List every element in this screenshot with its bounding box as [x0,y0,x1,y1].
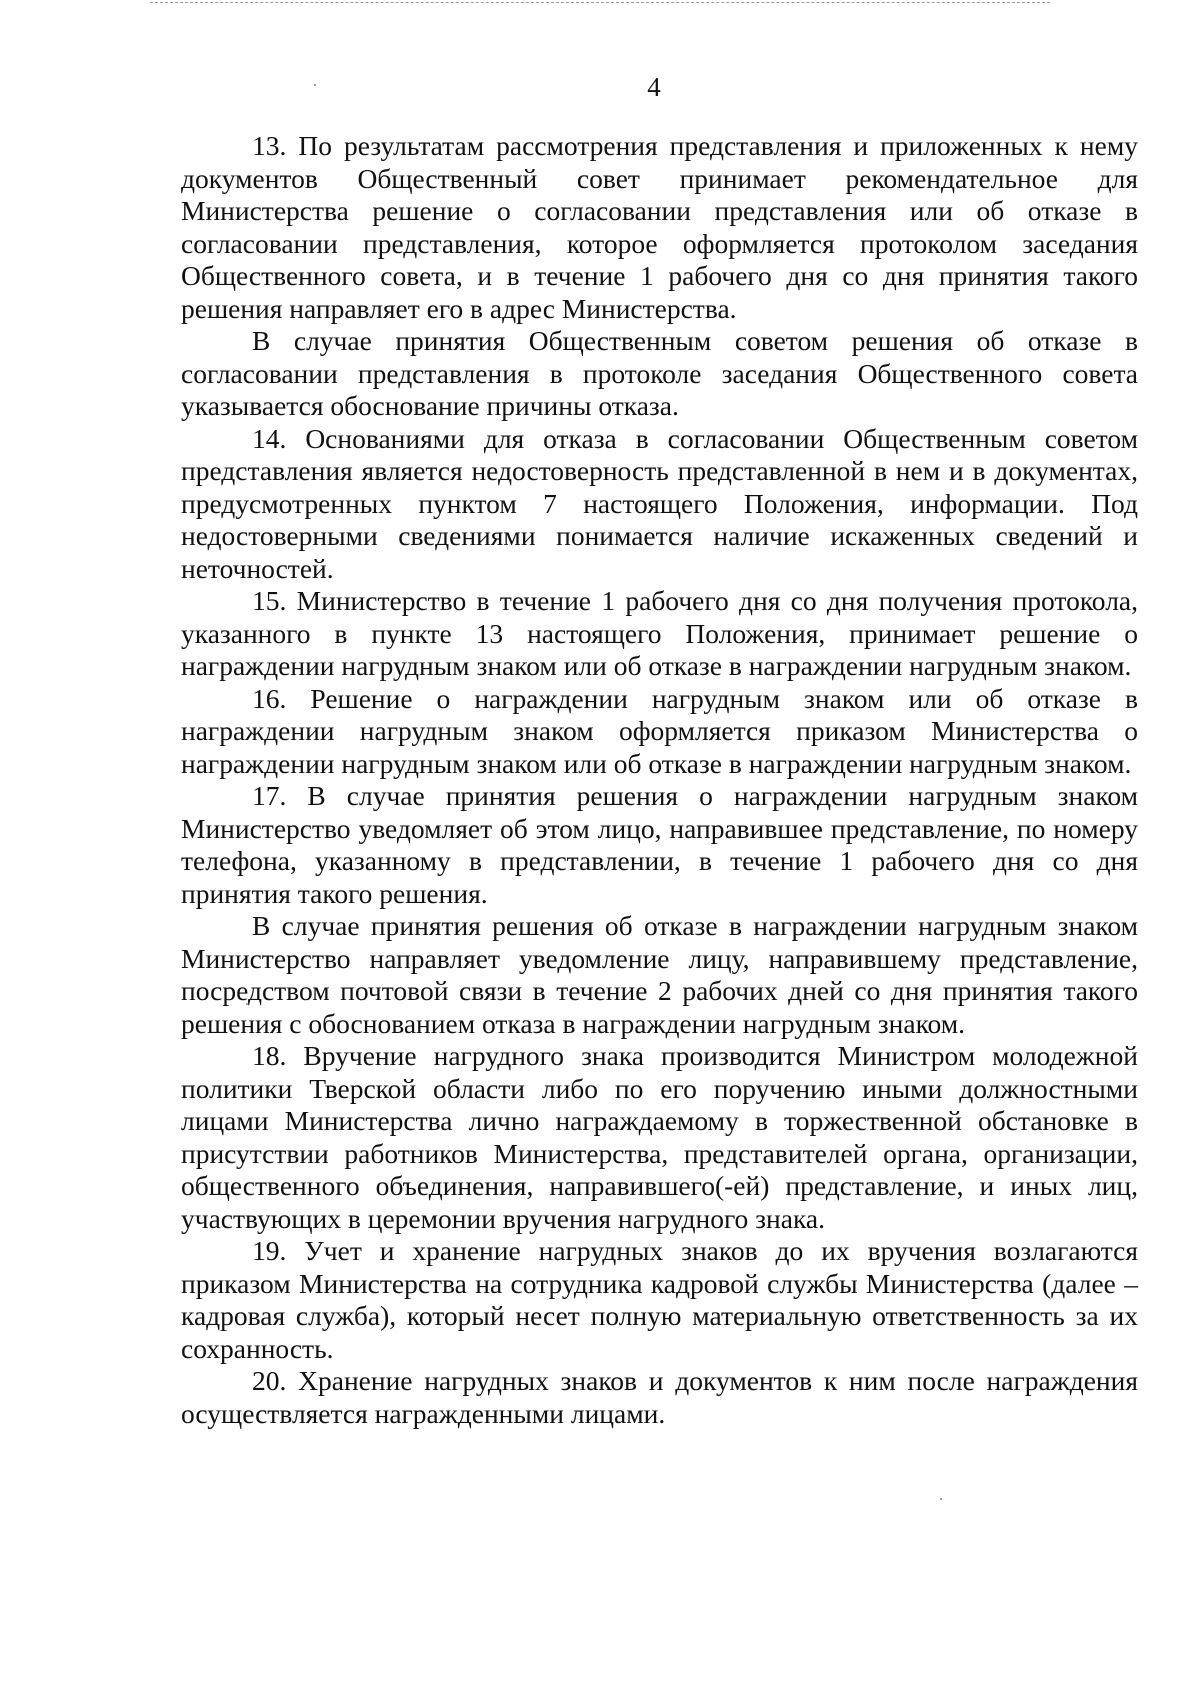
paragraph-14: 14. Основаниями для отказа в согласовании Общественным советом представления является недостоверность представленной в нем и в документах, предусмотренных пунктом 7 настоящего Положения, информации. Под недостоверными сведениями понимается наличие искаженных сведений и неточностей. [181,422,1138,584]
paragraph-17-refusal: В случае принятия решения об отказе в награждении нагрудным знаком Министерство направляет уведомление лицу, направившему представление, посредством почтовой связи в течение 2 рабочих дней со дня принятия такого решения с обоснованием отказа в награждении нагрудным знаком. [181,910,1138,1039]
scan-top-edge [150,2,1050,3]
paragraph-17: 17. В случае принятия решения о награждении нагрудным знаком Министерство уведомляет об этом лицо, направившее представление, по номеру телефона, указанному в представлении, в течение 1 рабочего дня со дня принятия такого решения. [181,780,1138,909]
paragraph-13: 13. По результатам рассмотрения представления и приложенных к нему документов Общественный совет принимает рекомендательное для Министерства решение о согласовании представления или об отказе в согласовании представления, которое оформляется протоколом заседания Общественного совета, и в течение 1 рабочего дня со дня принятия такого решения направляет его в адрес Министерства. [181,130,1138,324]
paragraph-15: 15. Министерство в течение 1 рабочего дня со дня получения протокола, указанного в пункте 13 настоящего Положения, принимает решение о награждении нагрудным знаком или об отказе в награждении нагрудным знаком. [181,585,1138,681]
paragraph-20: 20. Хранение нагрудных знаков и документов к ним после награждения осуществляется награжденными лицами. [181,1365,1138,1429]
page-number: 4 [647,72,661,102]
scan-speck [940,1498,942,1500]
document-body [181,130,1138,1430]
paragraph-18: 18. Вручение нагрудного знака производится Министром молодежной политики Тверской области либо по его поручению иными должностными лицами Министерства лично награждаемому в торжественной обстановке в присутствии работников Министерства, представителей органа, организации, общественного объединения, направившего(-ей) представление, и иных лиц, участвующих в церемонии вручения нагрудного знака. [181,1040,1138,1234]
paragraph-13-refusal: В случае принятия Общественным советом решения об отказе в согласовании представления в протоколе заседания Общественного совета указывается обоснование причины отказа. [181,325,1138,421]
paragraph-16: 16. Решение о награждении нагрудным знаком или об отказе в награждении нагрудным знаком оформляется приказом Министерства о награждении нагрудным знаком или об отказе в награждении нагрудным знаком. [181,682,1138,779]
paragraph-19: 19. Учет и хранение нагрудных знаков до их вручения возлагаются приказом Министерства на сотрудника кадровой службы Министерства (далее – кадровая служба), который несет полную материальную ответственность за их сохранность. [181,1235,1138,1364]
